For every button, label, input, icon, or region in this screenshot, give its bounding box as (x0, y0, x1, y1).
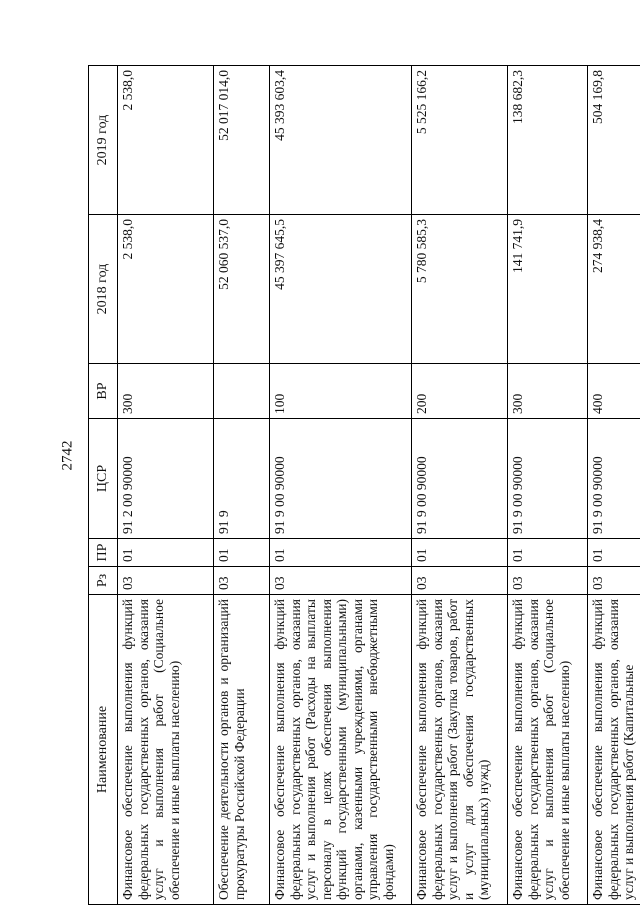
row-2019: 52 017 014,0 (214, 66, 270, 215)
row-csr: 91 9 00 90000 (588, 419, 640, 539)
header-pr: ПР (89, 539, 118, 567)
table-row (270, 66, 412, 905)
row-2018: 274 938,4 (588, 215, 640, 364)
row-name: Финансовое обеспечение выполнения функций федеральных государственных органов, оказания услуг и выполнения работ (Социальное обеспечение и иные выплаты населению) (508, 595, 588, 905)
row-rz: 03 (412, 567, 508, 595)
table-row (118, 66, 214, 905)
row-2018: 45 397 645,5 (270, 215, 412, 364)
row-pr: 01 (214, 539, 270, 567)
row-2019: 5 525 166,2 (412, 66, 508, 215)
row-vr: 300 (118, 364, 214, 419)
row-2019: 45 393 603,4 (270, 66, 412, 215)
row-2019: 138 682,3 (508, 66, 588, 215)
row-name: Обеспечение деятельности органов и организаций прокуратуры Российской Федерации (214, 595, 270, 905)
table-row (508, 66, 588, 905)
row-name: Финансовое обеспечение выполнения функций федеральных государственных органов, оказания услуг и выполнения работ (Капитальные (588, 595, 640, 905)
budget-table-container (88, 66, 636, 905)
row-name: Финансовое обеспечение выполнения функций федеральных государственных органов, оказания услуг и выполнения работ (Социальное обеспечение и иные выплаты населению) (118, 595, 214, 905)
row-vr: 300 (508, 364, 588, 419)
header-rz: Рз (89, 567, 118, 595)
row-2018: 2 538,0 (118, 215, 214, 364)
table-header (89, 66, 118, 905)
row-vr (214, 364, 270, 419)
row-csr: 91 9 00 90000 (412, 419, 508, 539)
budget-table (88, 65, 640, 905)
row-pr: 01 (588, 539, 640, 567)
row-pr: 01 (508, 539, 588, 567)
page-number: 2742 (59, 440, 76, 471)
table-row (588, 66, 640, 905)
row-name: Финансовое обеспечение выполнения функций федеральных государственных органов, оказания услуг и выполнения работ (Закупка товаров, работ и услуг для обеспечения государственных (муниципальных) нужд) (412, 595, 508, 905)
table-row (214, 66, 270, 905)
row-2019: 2 538,0 (118, 66, 214, 215)
table-row (412, 66, 508, 905)
row-rz: 03 (214, 567, 270, 595)
header-vr: ВР (89, 364, 118, 419)
row-2018: 5 780 585,3 (412, 215, 508, 364)
row-rz: 03 (270, 567, 412, 595)
row-2018: 52 060 537,0 (214, 215, 270, 364)
row-rz: 03 (118, 567, 214, 595)
row-pr: 01 (270, 539, 412, 567)
row-vr: 400 (588, 364, 640, 419)
header-csr: ЦСР (89, 419, 118, 539)
row-2018: 141 741,9 (508, 215, 588, 364)
row-csr: 91 2 00 90000 (118, 419, 214, 539)
row-csr: 91 9 00 90000 (270, 419, 412, 539)
header-2019: 2019 год (89, 66, 118, 215)
row-csr: 91 9 (214, 419, 270, 539)
row-vr: 100 (270, 364, 412, 419)
row-rz: 03 (588, 567, 640, 595)
row-name: Финансовое обеспечение выполнения функций федеральных государственных органов, оказания услуг и выполнения работ (Расходы на выплаты персоналу в целях обеспечения выполнения функций государственными (муниципальными) органами, казенными учреждениями, органами управления государственными внебюджетными фондами) (270, 595, 412, 905)
row-pr: 01 (412, 539, 508, 567)
row-vr: 200 (412, 364, 508, 419)
header-name: Наименование (89, 595, 118, 905)
row-2019: 504 169,8 (588, 66, 640, 215)
row-pr: 01 (118, 539, 214, 567)
row-csr: 91 9 00 90000 (508, 419, 588, 539)
header-2018: 2018 год (89, 215, 118, 364)
row-rz: 03 (508, 567, 588, 595)
